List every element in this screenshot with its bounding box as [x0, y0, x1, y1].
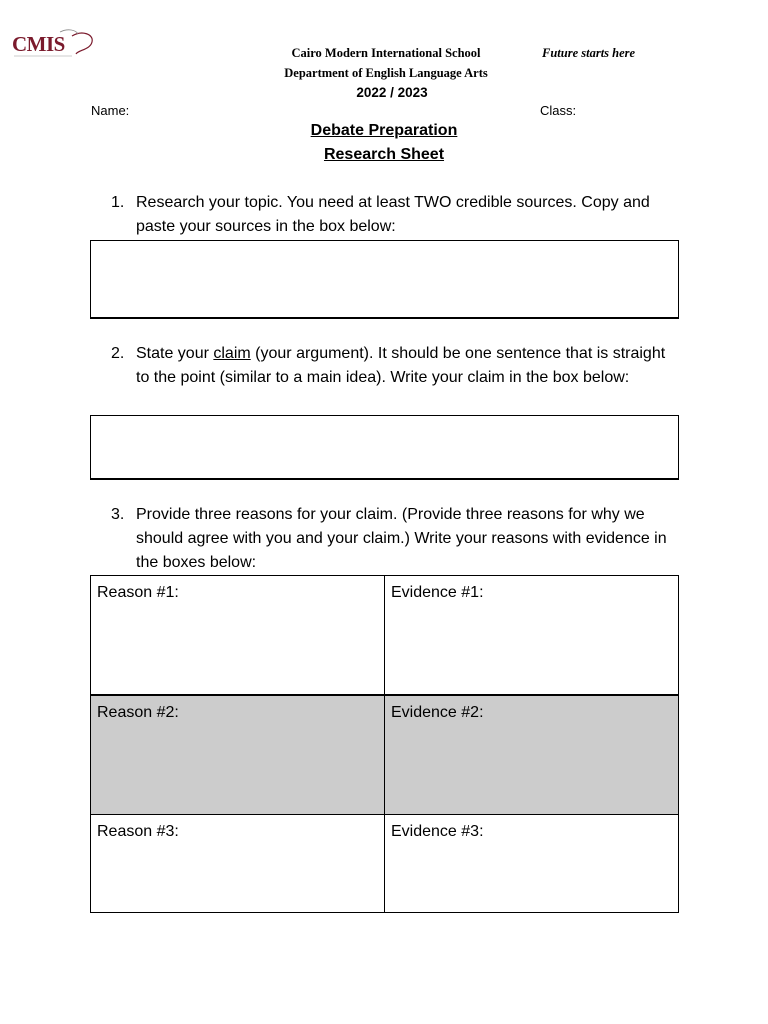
- reason-3-cell[interactable]: Reason #3:: [91, 815, 385, 913]
- table-row: [91, 815, 679, 913]
- claim-keyword: claim: [213, 345, 251, 362]
- name-label: Name:: [91, 103, 130, 118]
- question-text: [136, 342, 681, 390]
- school-logo: [12, 28, 96, 62]
- logo-wordmark: CMIS: [12, 32, 65, 56]
- evidence-1-cell[interactable]: Evidence #1:: [385, 576, 679, 696]
- department-name: Department of English Language Arts: [284, 66, 488, 80]
- school-name: Cairo Modern International School: [291, 46, 481, 60]
- logo-swirl-icon: [12, 28, 96, 62]
- claim-answer-box[interactable]: [90, 415, 679, 480]
- sources-answer-box[interactable]: [90, 240, 679, 319]
- class-label: Class:: [540, 103, 577, 118]
- page-subtitle: Research Sheet: [323, 146, 445, 163]
- question-number: 1.: [111, 194, 125, 211]
- school-year: 2022 / 2023: [356, 85, 428, 100]
- question-2: [111, 342, 681, 390]
- question-1: [111, 191, 681, 239]
- evidence-3-cell[interactable]: Evidence #3:: [385, 815, 679, 913]
- reasons-evidence-table: [90, 575, 679, 913]
- table-row: [91, 576, 679, 696]
- question-number: 3.: [111, 506, 125, 523]
- question-text-before: State your: [136, 345, 214, 362]
- evidence-2-cell[interactable]: Evidence #2:: [385, 695, 679, 815]
- reason-1-cell[interactable]: Reason #1:: [91, 576, 385, 696]
- question-text: Provide three reasons for your claim. (Provide three reasons for why we should agree with you and your claim.) Write your reasons with evidence in the boxes below:: [136, 506, 667, 571]
- question-number: 2.: [111, 345, 125, 362]
- question-text-after: (your argument). It should be one sentence that is straight to the point (similar to a main idea). Write your claim in the box below:: [136, 345, 666, 386]
- school-motto: Future starts here: [542, 46, 636, 60]
- table-row: [91, 695, 679, 815]
- page-title: Debate Preparation: [310, 122, 458, 139]
- question-text: Research your topic. You need at least TWO credible sources. Copy and paste your sources in the box below:: [136, 194, 650, 235]
- question-3: [111, 503, 681, 575]
- reason-2-cell[interactable]: Reason #2:: [91, 695, 385, 815]
